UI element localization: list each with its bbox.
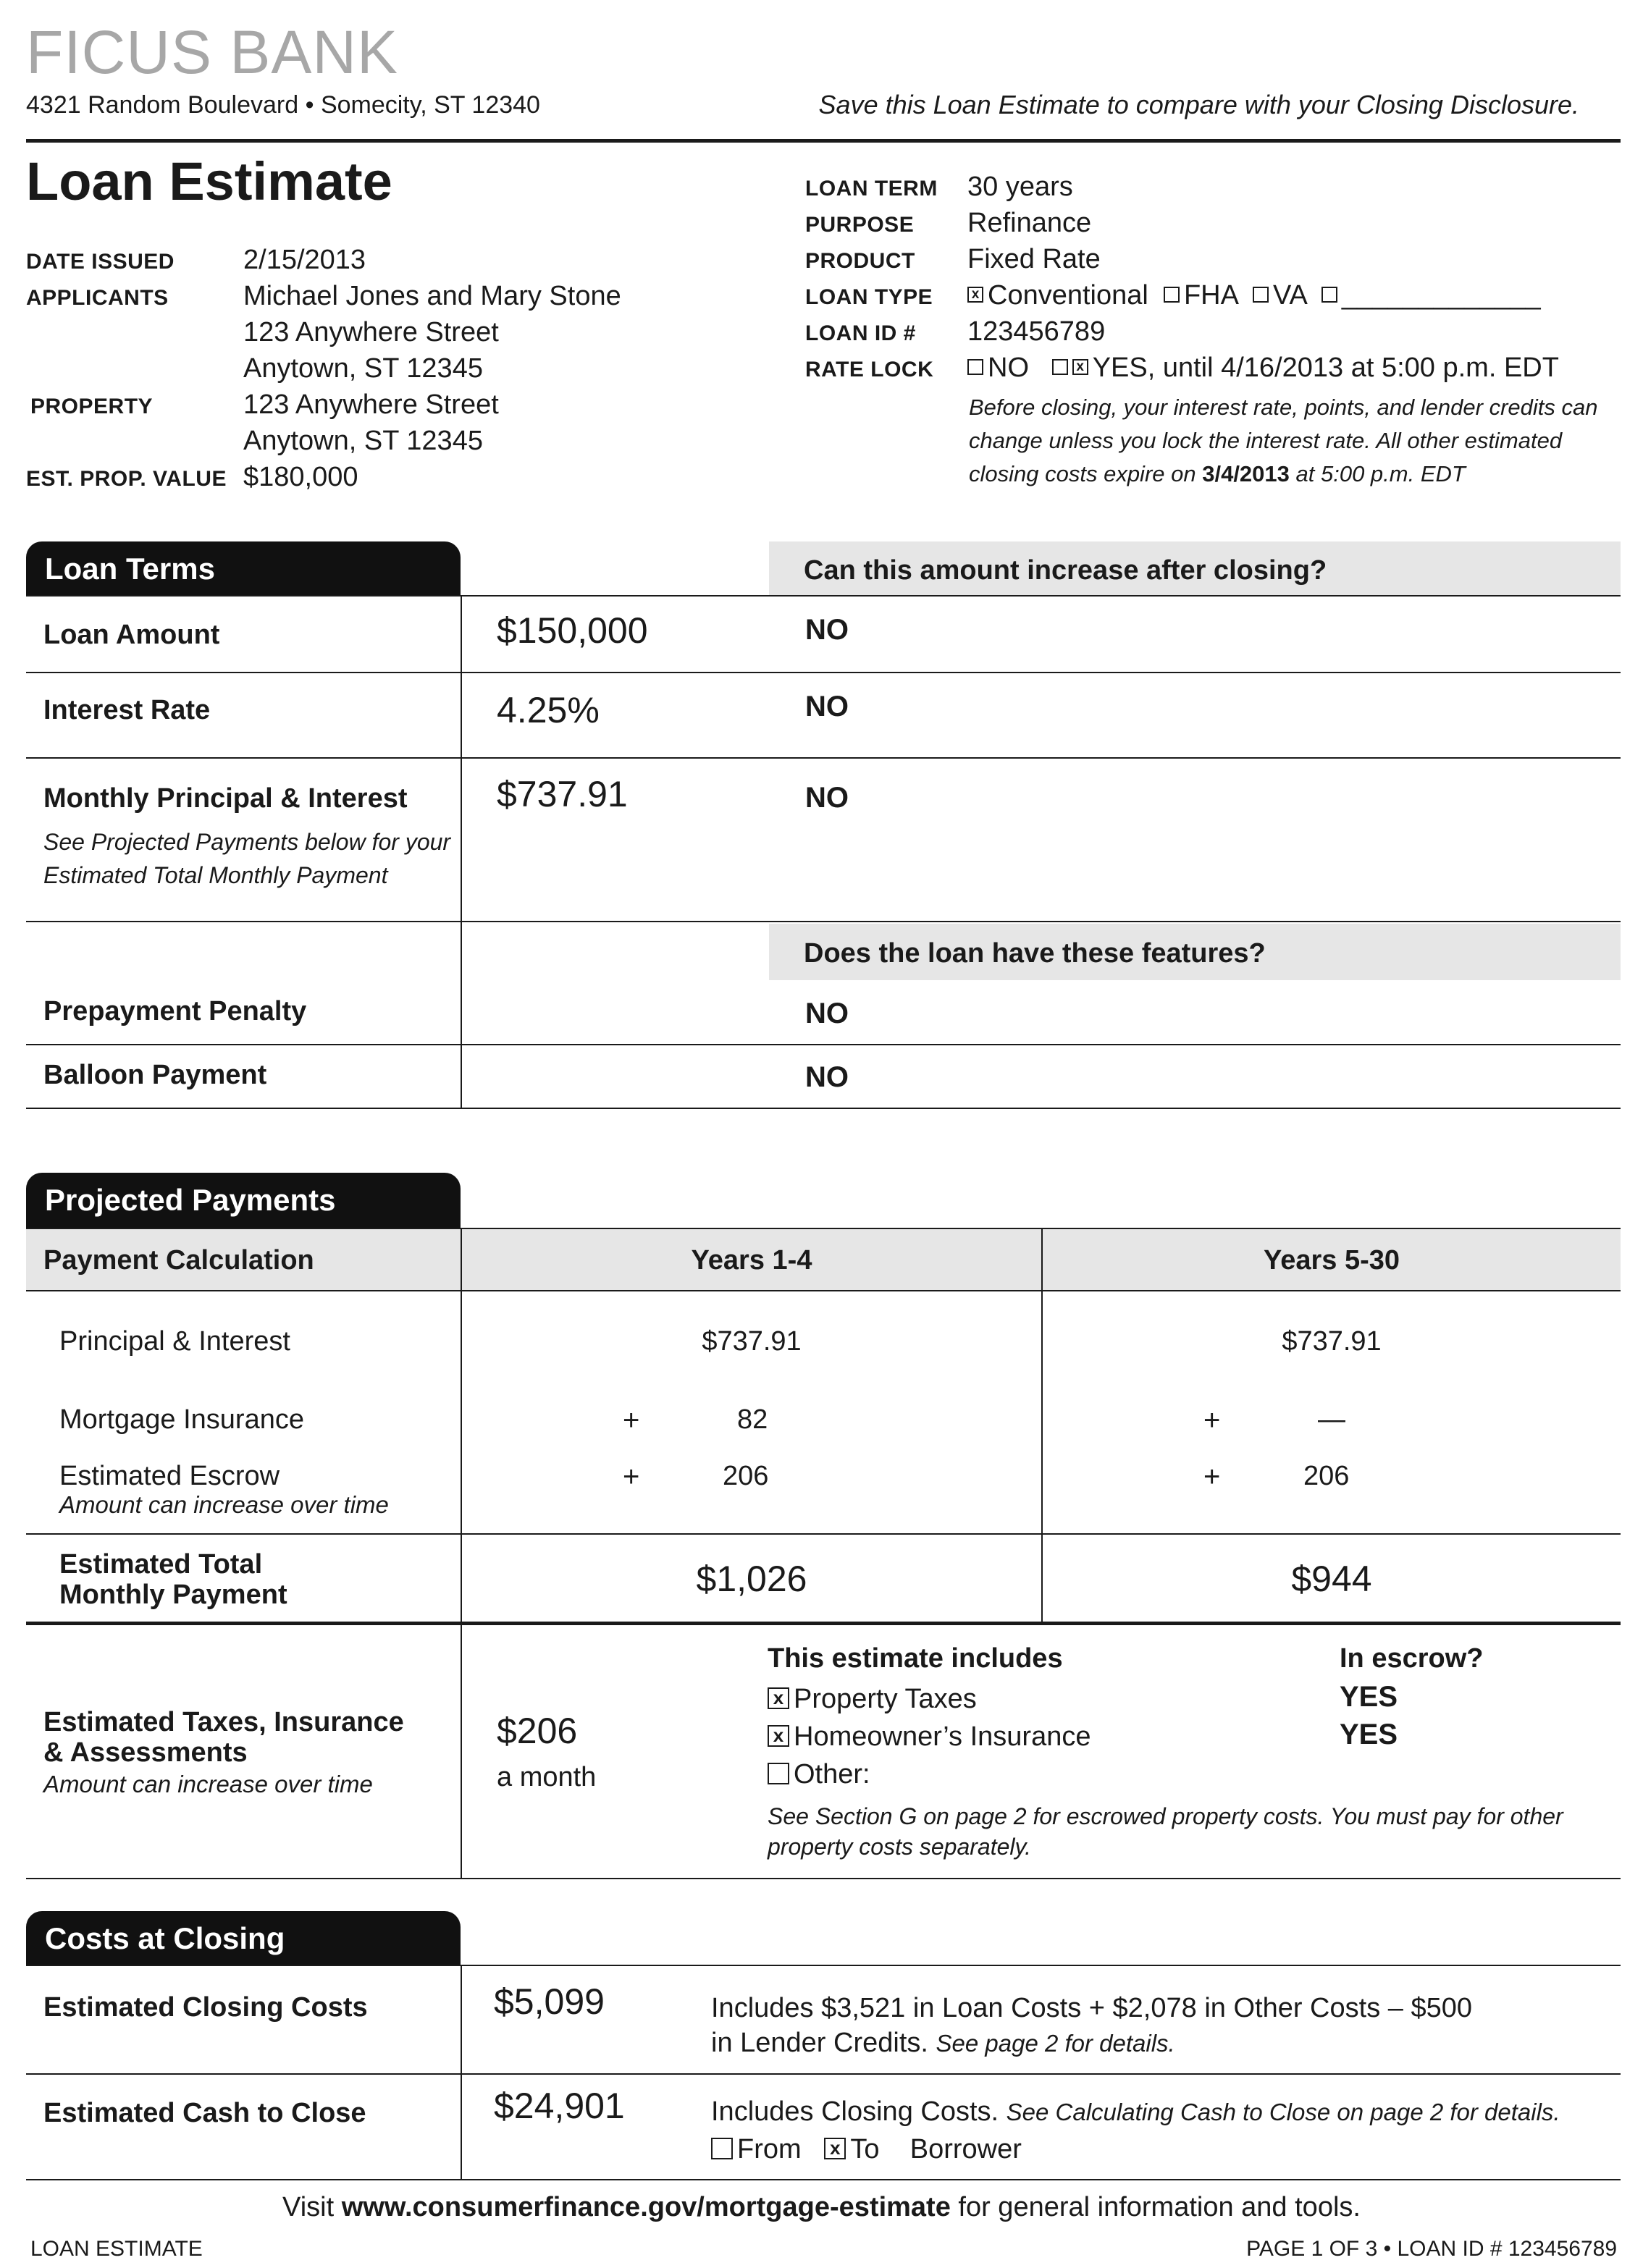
visit-text: for general information and tools. (950, 2192, 1361, 2222)
taxes-footnote (768, 1801, 1563, 1862)
rate-lock-label: RATE LOCK (805, 358, 934, 381)
monthly-pi-note-line: See Projected Payments below for your (43, 829, 451, 855)
rate-lock-note-line (969, 458, 1621, 491)
applicant-city: Anytown, ST 12345 (243, 353, 483, 384)
mi-years-5-30: — (1318, 1404, 1345, 1435)
pi-label: Principal & Interest (59, 1326, 290, 1357)
loan-amount-label: Loan Amount (43, 620, 220, 650)
divider (26, 672, 1621, 673)
conventional-label: Conventional (988, 280, 1148, 311)
taxes-amount: $206 (497, 1711, 578, 1751)
footer-page-info: PAGE 1 OF 3 • LOAN ID # 123456789 (1246, 2237, 1617, 2261)
divider (26, 2073, 1621, 2075)
est-value-label: EST. PROP. VALUE (26, 467, 227, 491)
column-divider (461, 1229, 462, 1623)
closing-costs-label: Estimated Closing Costs (43, 1992, 368, 2023)
cash-to-close-label: Estimated Cash to Close (43, 2098, 366, 2128)
total-monthly-label-line: Monthly Payment (59, 1580, 287, 1610)
features-question: Does the loan have these features? (769, 924, 1621, 980)
closing-costs-desc-line (711, 2025, 1472, 2061)
from-label: From (737, 2134, 802, 2164)
column-divider (1041, 1229, 1043, 1623)
total-years-5-30: $944 (1291, 1559, 1372, 1599)
divider (26, 1878, 1621, 1879)
plus-sign: + (1203, 1461, 1221, 1493)
total-monthly-label (59, 1549, 287, 1610)
loan-amount-answer: NO (805, 614, 849, 646)
page-title: Loan Estimate (26, 151, 392, 211)
projected-payments-tab: Projected Payments (26, 1173, 461, 1228)
divider (26, 2179, 1621, 2180)
loan-id-label: LOAN ID # (805, 321, 916, 345)
taxes-footnote-line: property costs separately. (768, 1834, 1032, 1860)
balloon-payment-answer: NO (805, 1061, 849, 1093)
other-checkbox[interactable] (768, 1763, 789, 1784)
other-type-checkbox[interactable] (1321, 287, 1337, 303)
borrower-label: Borrower (909, 2134, 1022, 2164)
pi-years-1-4: $737.91 (702, 1326, 802, 1357)
monthly-pi-answer: NO (805, 782, 849, 814)
col-years-1-4: Years 1-4 (691, 1245, 812, 1276)
property-label: PROPERTY (30, 395, 154, 418)
loan-term-value: 30 years (967, 172, 1073, 202)
divider (26, 1290, 1621, 1291)
loan-amount-value: $150,000 (497, 610, 648, 651)
product-label: PRODUCT (805, 249, 915, 273)
visit-note (0, 2192, 1643, 2223)
cash-to-close-desc-text: Includes Closing Costs. (711, 2096, 1007, 2127)
date-issued-value: 2/15/2013 (243, 245, 366, 275)
monthly-pi-note (43, 825, 450, 892)
purpose-value: Refinance (967, 208, 1092, 238)
include-item-homeowners-insurance (768, 1721, 1091, 1753)
product-value: Fixed Rate (967, 244, 1101, 274)
va-checkbox[interactable] (1253, 287, 1269, 303)
cash-to-close-desc-ref: See Calculating Cash to Close on page 2 for details. (1006, 2099, 1560, 2125)
pi-years-5-30: $737.91 (1282, 1326, 1382, 1357)
column-divider (461, 1965, 462, 2180)
rate-lock-blank-checkbox[interactable] (1052, 359, 1068, 375)
divider (26, 1108, 1621, 1109)
bank-address: 4321 Random Boulevard • Somecity, ST 12340 (26, 91, 540, 119)
loan-type-options (967, 280, 1541, 311)
other-label: Other: (794, 1759, 870, 1789)
taxes-label-line: & Assessments (43, 1737, 248, 1768)
save-note: Save this Loan Estimate to compare with your Closing Disclosure. (818, 90, 1579, 119)
header-rule (26, 139, 1621, 143)
homeowners-insurance-checkbox[interactable]: x (768, 1725, 789, 1747)
to-checkbox[interactable]: x (824, 2138, 846, 2159)
date-issued-label: DATE ISSUED (26, 250, 175, 274)
applicant-name: Michael Jones and Mary Stone (243, 281, 621, 311)
escrow-header: In escrow? (1340, 1643, 1484, 1674)
cash-to-close-value: $24,901 (494, 2086, 625, 2126)
closing-costs-desc-ref: See page 2 for details. (936, 2030, 1175, 2057)
rate-lock-yes-checkbox[interactable]: x (1072, 359, 1088, 375)
divider (26, 595, 1621, 596)
include-item-property-taxes (768, 1684, 977, 1715)
rate-lock-note-line: Before closing, your interest rate, points, and lender credits can (969, 395, 1598, 420)
escrow-years-5-30: 206 (1303, 1461, 1350, 1491)
taxes-label (43, 1707, 404, 1768)
monthly-pi-value: $737.91 (497, 774, 628, 814)
property-taxes-checkbox[interactable]: x (768, 1687, 789, 1709)
divider (26, 1622, 1621, 1625)
taxes-footnote-line: See Section G on page 2 for escrowed property costs. You must pay for other (768, 1803, 1563, 1829)
property-taxes-escrow: YES (1340, 1681, 1398, 1713)
increase-question: Can this amount increase after closing? (769, 541, 1621, 595)
divider (26, 757, 1621, 759)
interest-rate-value: 4.25% (497, 690, 600, 730)
loan-terms-tab: Loan Terms (26, 541, 461, 596)
from-to-borrower (711, 2134, 1022, 2165)
monthly-pi-note-line: Estimated Total Monthly Payment (43, 862, 388, 888)
column-divider (461, 1624, 462, 1879)
rate-lock-note (969, 391, 1621, 491)
cash-to-close-desc (711, 2096, 1560, 2128)
divider (26, 1965, 1621, 1966)
purpose-label: PURPOSE (805, 213, 915, 237)
from-checkbox[interactable] (711, 2138, 733, 2159)
conventional-checkbox[interactable]: x (967, 287, 983, 303)
prepayment-penalty-answer: NO (805, 998, 849, 1029)
applicants-label: APPLICANTS (26, 286, 169, 310)
total-years-1-4: $1,026 (696, 1559, 807, 1599)
va-label: VA (1272, 280, 1306, 311)
rate-lock-note-text: closing costs expire on (969, 461, 1203, 486)
bank-name: FICUS BANK (26, 18, 399, 86)
includes-header: This estimate includes (768, 1643, 1063, 1674)
property-taxes-label: Property Taxes (794, 1684, 977, 1714)
property-city: Anytown, ST 12345 (243, 426, 483, 456)
loan-term-label: LOAN TERM (805, 177, 938, 201)
total-monthly-label-line: Estimated Total (59, 1549, 263, 1580)
other-type-blank: _____________ (1341, 280, 1541, 311)
property-street: 123 Anywhere Street (243, 389, 499, 420)
plus-sign: + (623, 1461, 640, 1493)
plus-sign: + (623, 1404, 640, 1436)
escrow-note: Amount can increase over time (59, 1491, 389, 1518)
closing-costs-desc-text: in Lender Credits. (711, 2028, 936, 2058)
mi-label: Mortgage Insurance (59, 1404, 304, 1435)
closing-expiry-date: 3/4/2013 (1202, 461, 1290, 486)
rate-lock-yes-label: YES, until 4/16/2013 at 5:00 p.m. EDT (1092, 353, 1559, 383)
balloon-payment-label: Balloon Payment (43, 1060, 267, 1090)
taxes-note: Amount can increase over time (43, 1771, 373, 1797)
payment-calc-label: Payment Calculation (43, 1245, 314, 1276)
cfpb-link[interactable]: www.consumerfinance.gov/mortgage-estimate (341, 2192, 951, 2222)
rate-lock-note-line: change unless you lock the interest rate. All other estimated (969, 428, 1563, 453)
homeowners-insurance-label: Homeowner’s Insurance (794, 1721, 1091, 1752)
loan-type-label: LOAN TYPE (805, 285, 933, 309)
closing-costs-value: $5,099 (494, 1981, 605, 2022)
interest-rate-label: Interest Rate (43, 695, 211, 725)
applicant-street: 123 Anywhere Street (243, 317, 499, 347)
rate-lock-no-checkbox[interactable] (967, 359, 983, 375)
loan-id-value: 123456789 (967, 316, 1106, 347)
interest-rate-answer: NO (805, 691, 849, 722)
fha-label: FHA (1183, 280, 1237, 311)
prepayment-penalty-label: Prepayment Penalty (43, 996, 307, 1026)
divider (26, 1533, 1621, 1535)
include-item-other (768, 1759, 870, 1790)
mi-years-1-4: 82 (737, 1404, 768, 1435)
to-label: To (850, 2134, 880, 2164)
fha-checkbox[interactable] (1164, 287, 1180, 303)
rate-lock-note-text: at 5:00 p.m. EDT (1289, 461, 1466, 486)
divider (26, 1044, 1621, 1045)
escrow-label: Estimated Escrow (59, 1461, 280, 1491)
closing-costs-desc (711, 1991, 1472, 2061)
visit-text: Visit (282, 2192, 342, 2222)
taxes-label-line: Estimated Taxes, Insurance (43, 1707, 404, 1737)
closing-costs-desc-line: Includes $3,521 in Loan Costs + $2,078 in Other Costs – $500 (711, 1993, 1472, 2023)
column-divider (461, 595, 462, 1109)
rate-lock-no-label: NO (988, 353, 1029, 383)
divider (26, 921, 1621, 922)
homeowners-insurance-escrow: YES (1340, 1719, 1398, 1750)
col-years-5-30: Years 5-30 (1263, 1245, 1400, 1276)
monthly-pi-label: Monthly Principal & Interest (43, 783, 408, 814)
rate-lock-options (967, 353, 1559, 384)
footer-form-name: LOAN ESTIMATE (30, 2237, 203, 2261)
costs-at-closing-tab: Costs at Closing (26, 1911, 461, 1966)
est-value: $180,000 (243, 462, 358, 492)
taxes-period: a month (497, 1762, 597, 1792)
escrow-years-1-4: 206 (723, 1461, 769, 1491)
plus-sign: + (1203, 1404, 1221, 1436)
